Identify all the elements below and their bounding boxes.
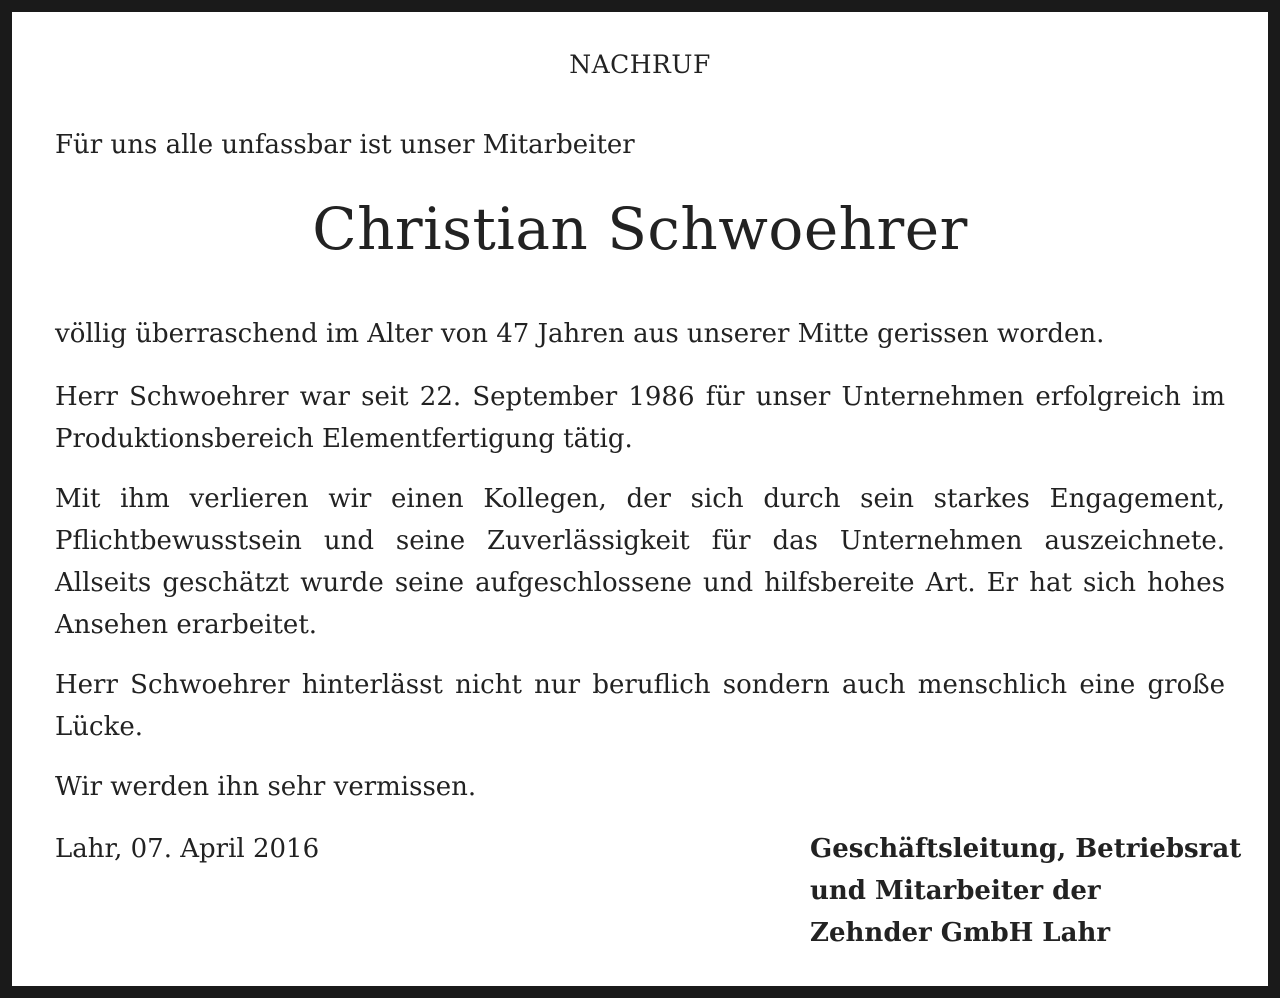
paragraph-tribute: Mit ihm verlieren wir einen Kollegen, der sich durch sein starkes Engagement, Pflichtbewusstsein und seine Zuverlässigkeit für das Unternehmen auszeichnete. Allseits geschätzt wurde seine aufgeschlossene und hilfsbereite Art. Er hat sich hohes Ansehen erarbeitet.: [55, 484, 1225, 640]
signature-line: Zehnder GmbH Lahr: [810, 918, 1111, 948]
place-and-date: Lahr, 07. April 2016: [55, 834, 320, 864]
signature-line: Geschäftsleitung, Betriebsrat: [810, 834, 1242, 864]
signature-line: und Mitarbeiter der: [810, 876, 1101, 906]
signature-block: [810, 828, 1241, 954]
paragraph-employment: Herr Schwoehrer war seit 22. September 1986 für unser Unternehmen erfolgreich im Produktionsbereich Elementfertigung tätig.: [55, 382, 1225, 454]
notice-heading: NACHRUF: [569, 50, 711, 79]
intro-line: Für uns alle unfassbar ist unser Mitarbeiter: [55, 130, 635, 160]
paragraph-farewell: Wir werden ihn sehr vermissen.: [55, 772, 477, 802]
deceased-name: Christian Schwoehrer: [312, 195, 968, 263]
paragraph-loss: Herr Schwoehrer hinterlässt nicht nur beruflich sondern auch menschlich eine große Lücke.: [55, 670, 1225, 742]
paragraph-age: völlig überraschend im Alter von 47 Jahren aus unserer Mitte gerissen worden.: [55, 319, 1105, 349]
